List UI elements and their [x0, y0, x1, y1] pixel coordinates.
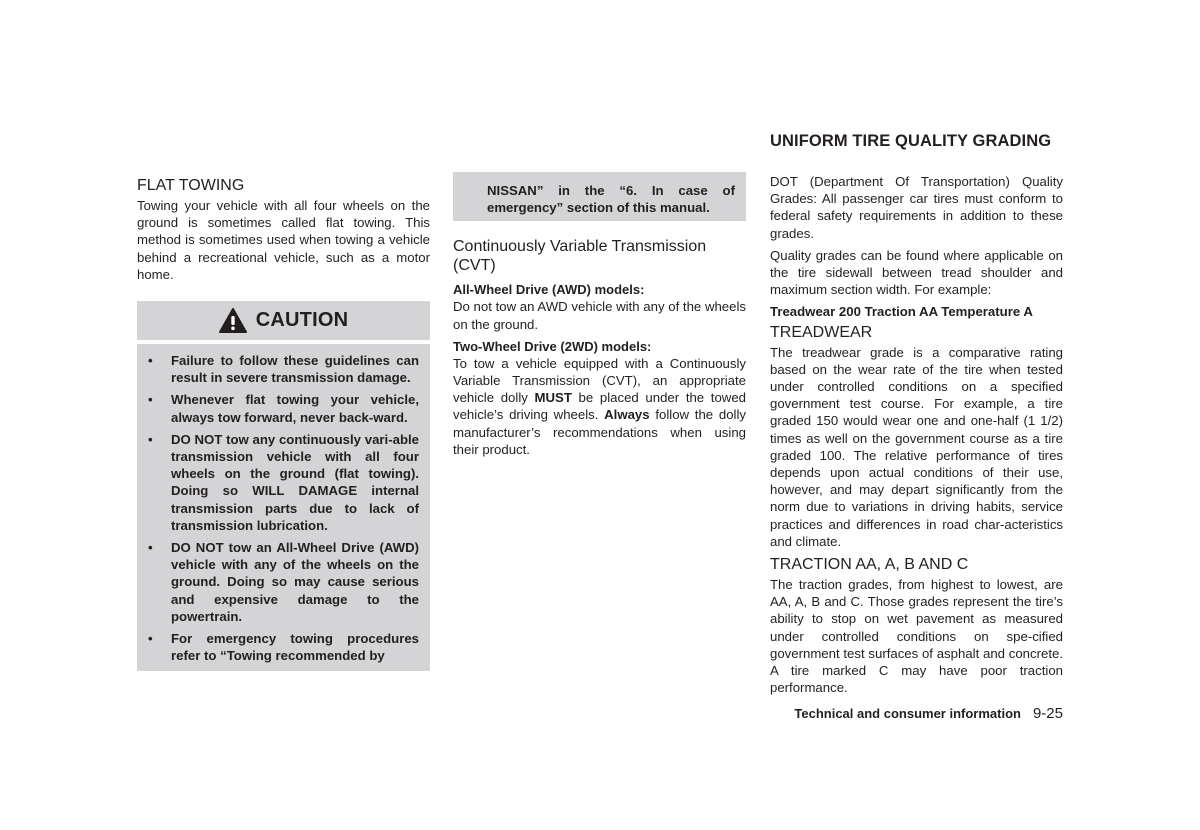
awd-heading: All-Wheel Drive (AWD) models:: [453, 282, 645, 298]
cvt-heading: Continuously Variable Transmission (CVT): [453, 238, 707, 275]
traction-text: The traction grades, from highest to lowest, are AA, A, B and C. Those grades represent the tire’s ability to stop on wet pavement as measured under controlled conditions on spe-cified government test surfaces of asphalt and concrete. A tire marked C may have poor traction performance.: [770, 577, 1063, 696]
page-footer: [780, 705, 1063, 722]
caution-bullet: • For emergency towing procedures refer to “Towing recommended by: [148, 631, 419, 664]
caution-bullet: • DO NOT tow an All-Wheel Drive (AWD) vehicle with any of the wheels on the ground. Doing so may cause serious and expensive damage to the powertrain.: [148, 540, 419, 624]
column-left: [137, 176, 430, 671]
caution-title: CAUTION: [255, 309, 349, 332]
caution-continuation: NISSAN” in the “6. In case of emergency” section of this manual.: [453, 172, 746, 221]
caution-bullet: • Whenever flat towing your vehicle, always tow forward, never back-ward.: [148, 392, 419, 425]
treadwear-text: The treadwear grade is a comparative rating based on the wear rate of the tire when tested under controlled conditions on a specified government test course. For example, a tire graded 150 would wear one and one-half (1 1/2) times as well on the government course as a tire graded 100. The relative performance of tires depends upon actual conditions of their use, however, and may depart significantly from the norm due to variations in driving habits, service practices and differences in road char-acteristics and climate.: [770, 344, 1063, 549]
caution-banner: [137, 301, 430, 340]
page-number: 9-25: [1032, 705, 1063, 722]
treadwear-heading: TREADWEAR: [770, 323, 873, 341]
caution-list: [137, 344, 430, 671]
caution-bullet: • Failure to follow these guidelines can result in severe transmission damage.: [148, 353, 419, 386]
flat-towing-intro: Towing your vehicle with all four wheels on the ground is sometimes called flat towing. This method is sometimes used when towing a vehicle behind a recreational vehicle, such as a motor home.: [137, 198, 430, 282]
footer-section: Technical and consumer information: [794, 706, 1021, 721]
twd-heading: Two-Wheel Drive (2WD) models:: [453, 338, 652, 354]
column-right: [770, 131, 1063, 696]
caution-bullet: • DO NOT tow any continuously vari-able transmission vehicle with all four wheels on the ground (flat towing). Doing so WILL DAMAGE internal transmission parts due to lack of transmission lubrication.: [148, 431, 419, 533]
utqg-heading: UNIFORM TIRE QUALITY GRADING: [770, 132, 1052, 150]
warning-triangle-icon: [219, 308, 247, 333]
column-middle: [453, 172, 746, 458]
twd-text: To tow a vehicle equipped with a Continuously Variable Transmission (CVT), an appropriate vehicle dolly MUST be placed under the towed vehicle’s driving wheels. Always follow the dolly manufacturer’s recommendations when using their product.: [453, 355, 747, 457]
utqg-example: Treadwear 200 Traction AA Temperature A: [770, 304, 1033, 320]
awd-text: Do not tow an AWD vehicle with any of the wheels on the ground.: [453, 299, 746, 332]
flat-towing-heading: FLAT TOWING: [137, 177, 245, 194]
traction-heading: TRACTION AA, A, B AND C: [770, 556, 969, 574]
utqg-intro: DOT (Department Of Transportation) Quality Grades: All passenger car tires must conform to federal safety requirements in addition to these grades.: [770, 174, 1063, 241]
utqg-location: Quality grades can be found where applicable on the tire sidewall between tread shoulder and maximum section width. For example:: [770, 247, 1063, 298]
